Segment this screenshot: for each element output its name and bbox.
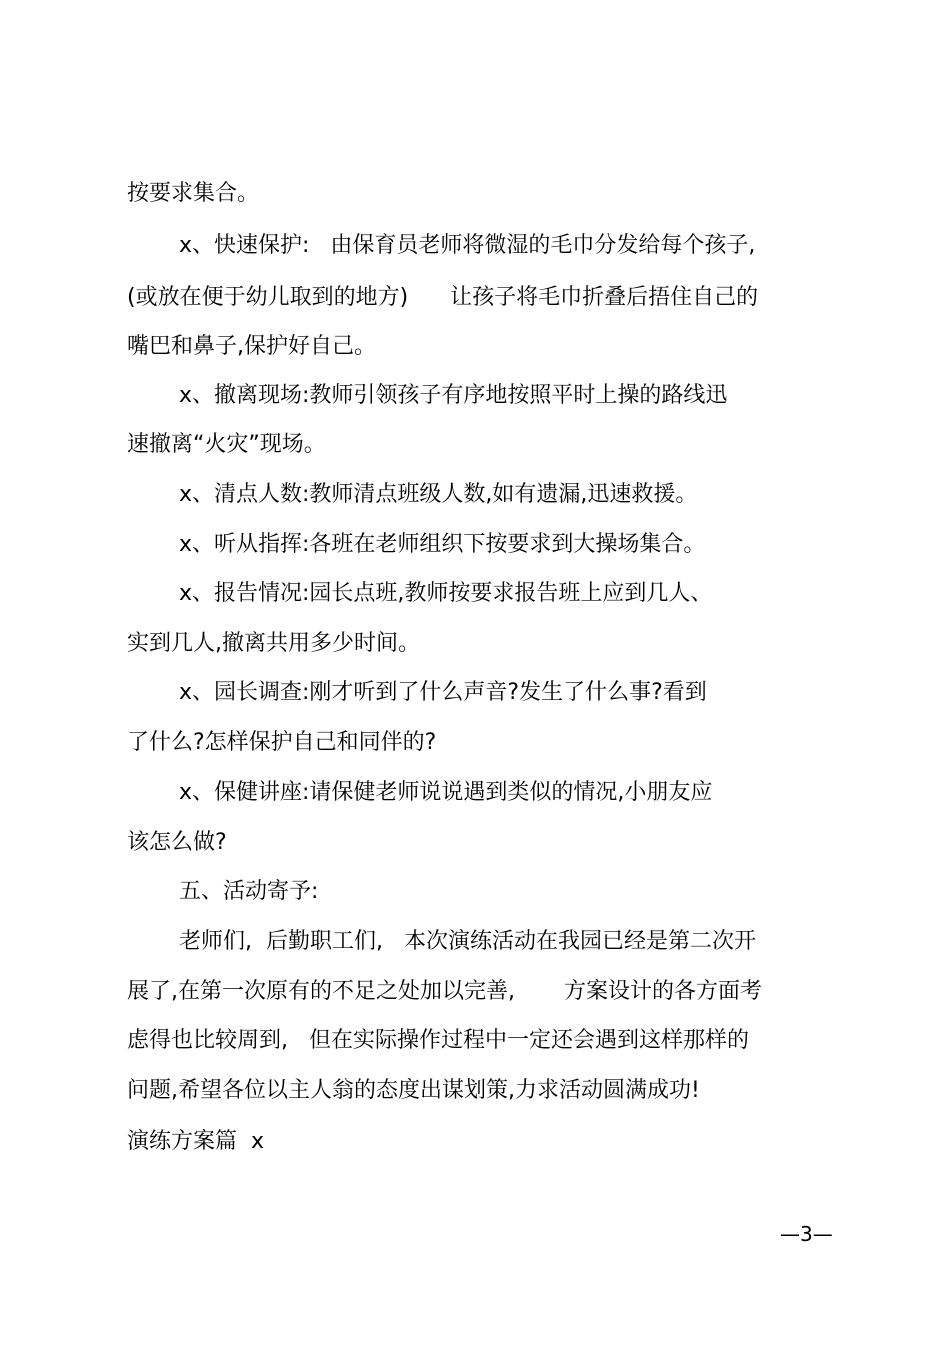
paragraph-line: 该怎么做?: [127, 830, 227, 855]
paragraph-line: x、撤离现场:教师引领孩子有序地按照平时上操的路线迅: [179, 383, 728, 408]
paragraph-line: 虑得也比较周到, 但在实际操作过程中一定还会遇到这样那样的: [127, 1028, 749, 1053]
paragraph-line: 按要求集合。: [127, 181, 260, 206]
paragraph-line: x、园长调查:刚才听到了什么声音?发生了什么事?看到: [179, 680, 707, 705]
paragraph-line: 老师们, 后勤职工们, 本次演练活动在我园已经是第二次开: [179, 929, 756, 954]
section-heading: 五、活动寄予:: [179, 879, 319, 904]
paragraph-line: 了什么?怎样保护自己和同伴的?: [127, 730, 437, 755]
paragraph-line: x、听从指挥:各班在老师组织下按要求到大操场集合。: [179, 532, 706, 557]
page-number: —3—: [780, 1222, 833, 1246]
paragraph-line: x、报告情况:园长点班,教师按要求报告班上应到几人、: [179, 581, 713, 606]
paragraph-line: 嘴巴和鼻子,保护好自己。: [127, 334, 376, 359]
paragraph-line: 展了,在第一次原有的不足之处加以完善, 方案设计的各方面考: [127, 979, 762, 1004]
paragraph-line: x、快速保护: 由保育员老师将微湿的毛巾分发给每个孩子,: [179, 233, 756, 258]
paragraph-line: 实到几人,撤离共用多少时间。: [127, 631, 420, 656]
paragraph-line: 问题,希望各位以主人翁的态度出谋划策,力求活动圆满成功!: [127, 1078, 700, 1103]
document-heading: 演练方案篇 x: [127, 1129, 265, 1154]
paragraph-line: 速撤离“火灾”现场。: [127, 432, 326, 457]
paragraph-line: x、保健讲座:请保健老师说说遇到类似的情况,小朋友应: [179, 780, 713, 805]
paragraph-line: (或放在便于幼儿取到的地方) 让孩子将毛巾折叠后捂住自己的: [127, 285, 759, 310]
paragraph-line: x、清点人数:教师清点班级人数,如有遗漏,迅速救援。: [179, 482, 698, 507]
